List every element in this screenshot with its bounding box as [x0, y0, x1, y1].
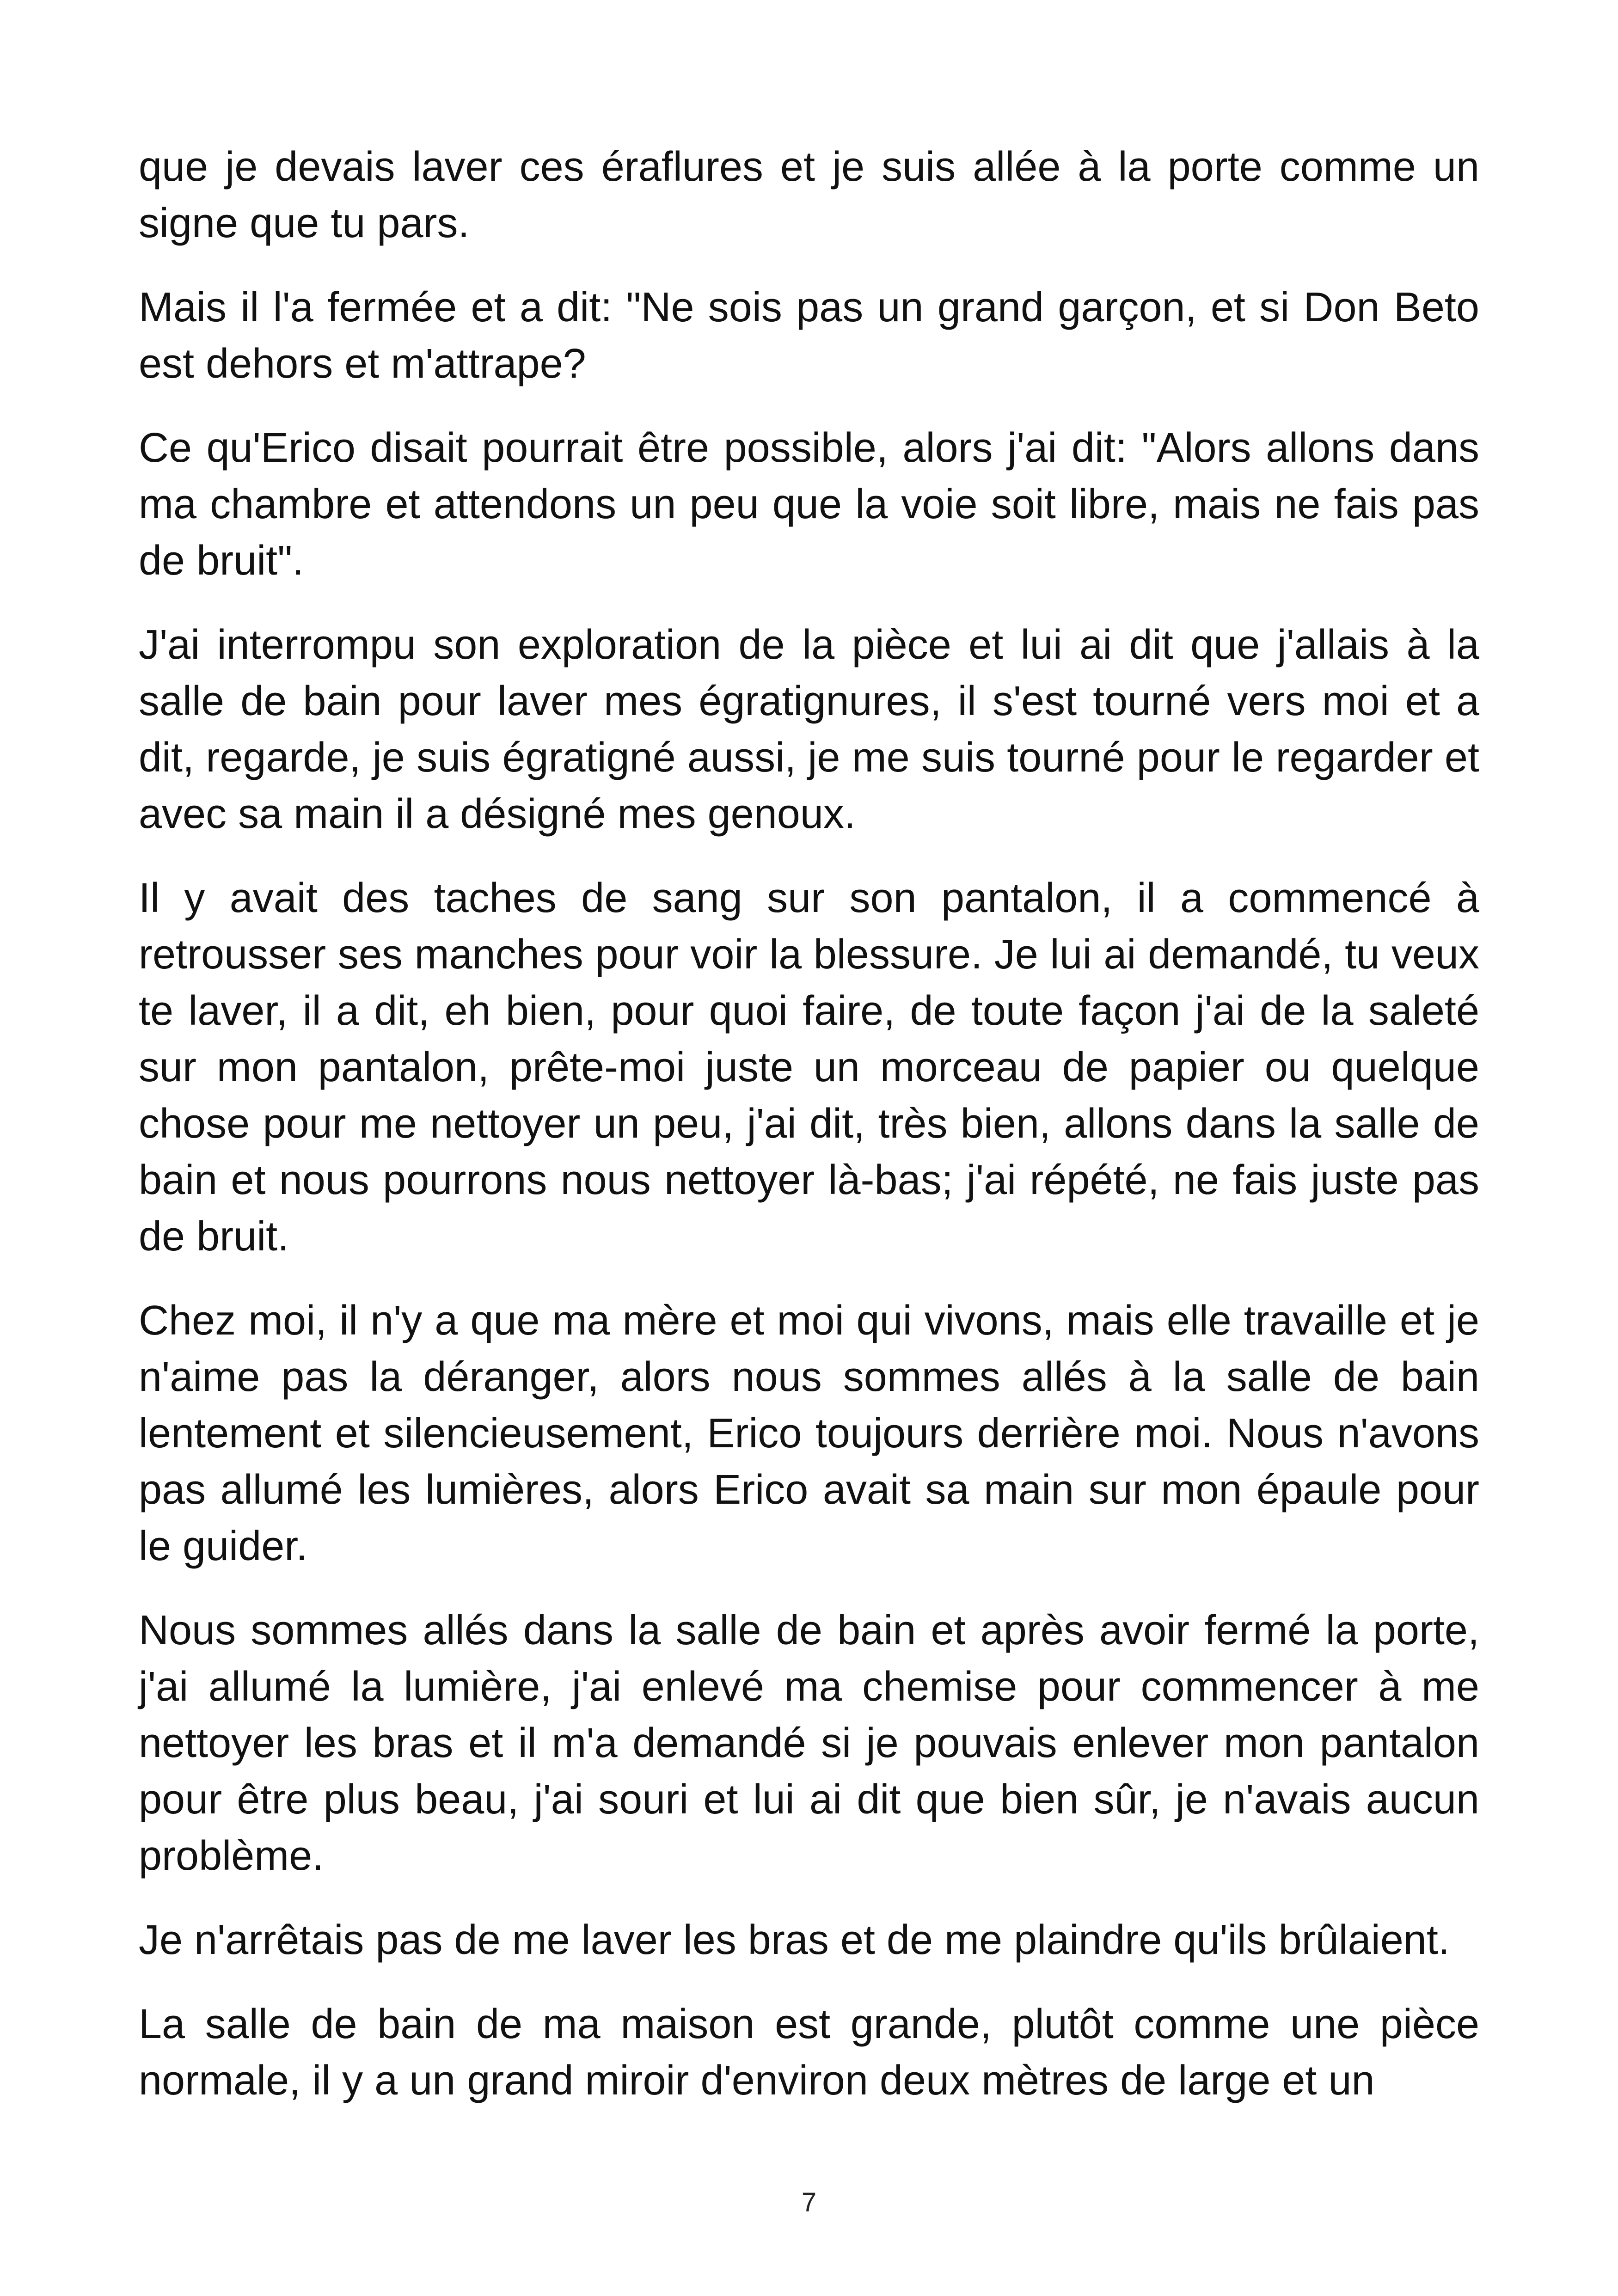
page-number: 7	[801, 2187, 817, 2217]
paragraph-2: Mais il l'a fermée et a dit: "Ne sois pas un grand garçon, et si Don Beto est dehors et m'attrape?	[139, 284, 1479, 387]
paragraph-7: Nous sommes allés dans la salle de bain et après avoir fermé la porte, j'ai allumé la lumière, j'ai enlevé ma chemise pour commencer à me nettoyer les bras et il m'a demandé si je pouvais enlever mon pantalon pour être plus beau, j'ai souri et lui ai dit que bien sûr, je n'avais aucun problème.	[139, 1607, 1479, 1879]
paragraph-6: Chez moi, il n'y a que ma mère et moi qui vivons, mais elle travaille et je n'aime pas la déranger, alors nous sommes allés à la salle de bain lentement et silencieusement, Erico toujours derrière moi. Nous n'avons pas allumé les lumières, alors Erico avait sa main sur mon épaule pour le guider.	[139, 1298, 1479, 1569]
paragraph-3: Ce qu'Erico disait pourrait être possible, alors j'ai dit: "Alors allons dans ma chambre et attendons un peu que la voie soit libre, mais ne fais pas de bruit".	[139, 425, 1479, 584]
paragraph-4: J'ai interrompu son exploration de la pièce et lui ai dit que j'allais à la salle de bain pour laver mes égratignures, il s'est tourné vers moi et a dit, regarde, je suis égratigné aussi, je me suis tourné pour le regarder et avec sa main il a désigné mes genoux.	[139, 622, 1479, 837]
paragraph-1: que je devais laver ces éraflures et je suis allée à la porte comme un signe que tu pars.	[139, 144, 1479, 246]
paragraph-9: La salle de bain de ma maison est grande, plutôt comme une pièce normale, il y a un grand miroir d'environ deux mètres de large et un	[139, 2001, 1479, 2104]
paragraph-5: Il y avait des taches de sang sur son pantalon, il a commencé à retrousser ses manches pour voir la blessure. Je lui ai demandé, tu veux te laver, il a dit, eh bien, pour quoi faire, de toute façon j'ai de la saleté sur mon pantalon, prête-moi juste un morceau de papier ou quelque chose pour me nettoyer un peu, j'ai dit, très bien, allons dans la salle de bain et nous pourrons nous nettoyer là-bas; j'ai répété, ne fais juste pas de bruit.	[139, 875, 1479, 1260]
body-text	[139, 139, 1479, 2137]
paragraph-8: Je n'arrêtais pas de me laver les bras et de me plaindre qu'ils brûlaient.	[139, 1917, 1450, 1963]
